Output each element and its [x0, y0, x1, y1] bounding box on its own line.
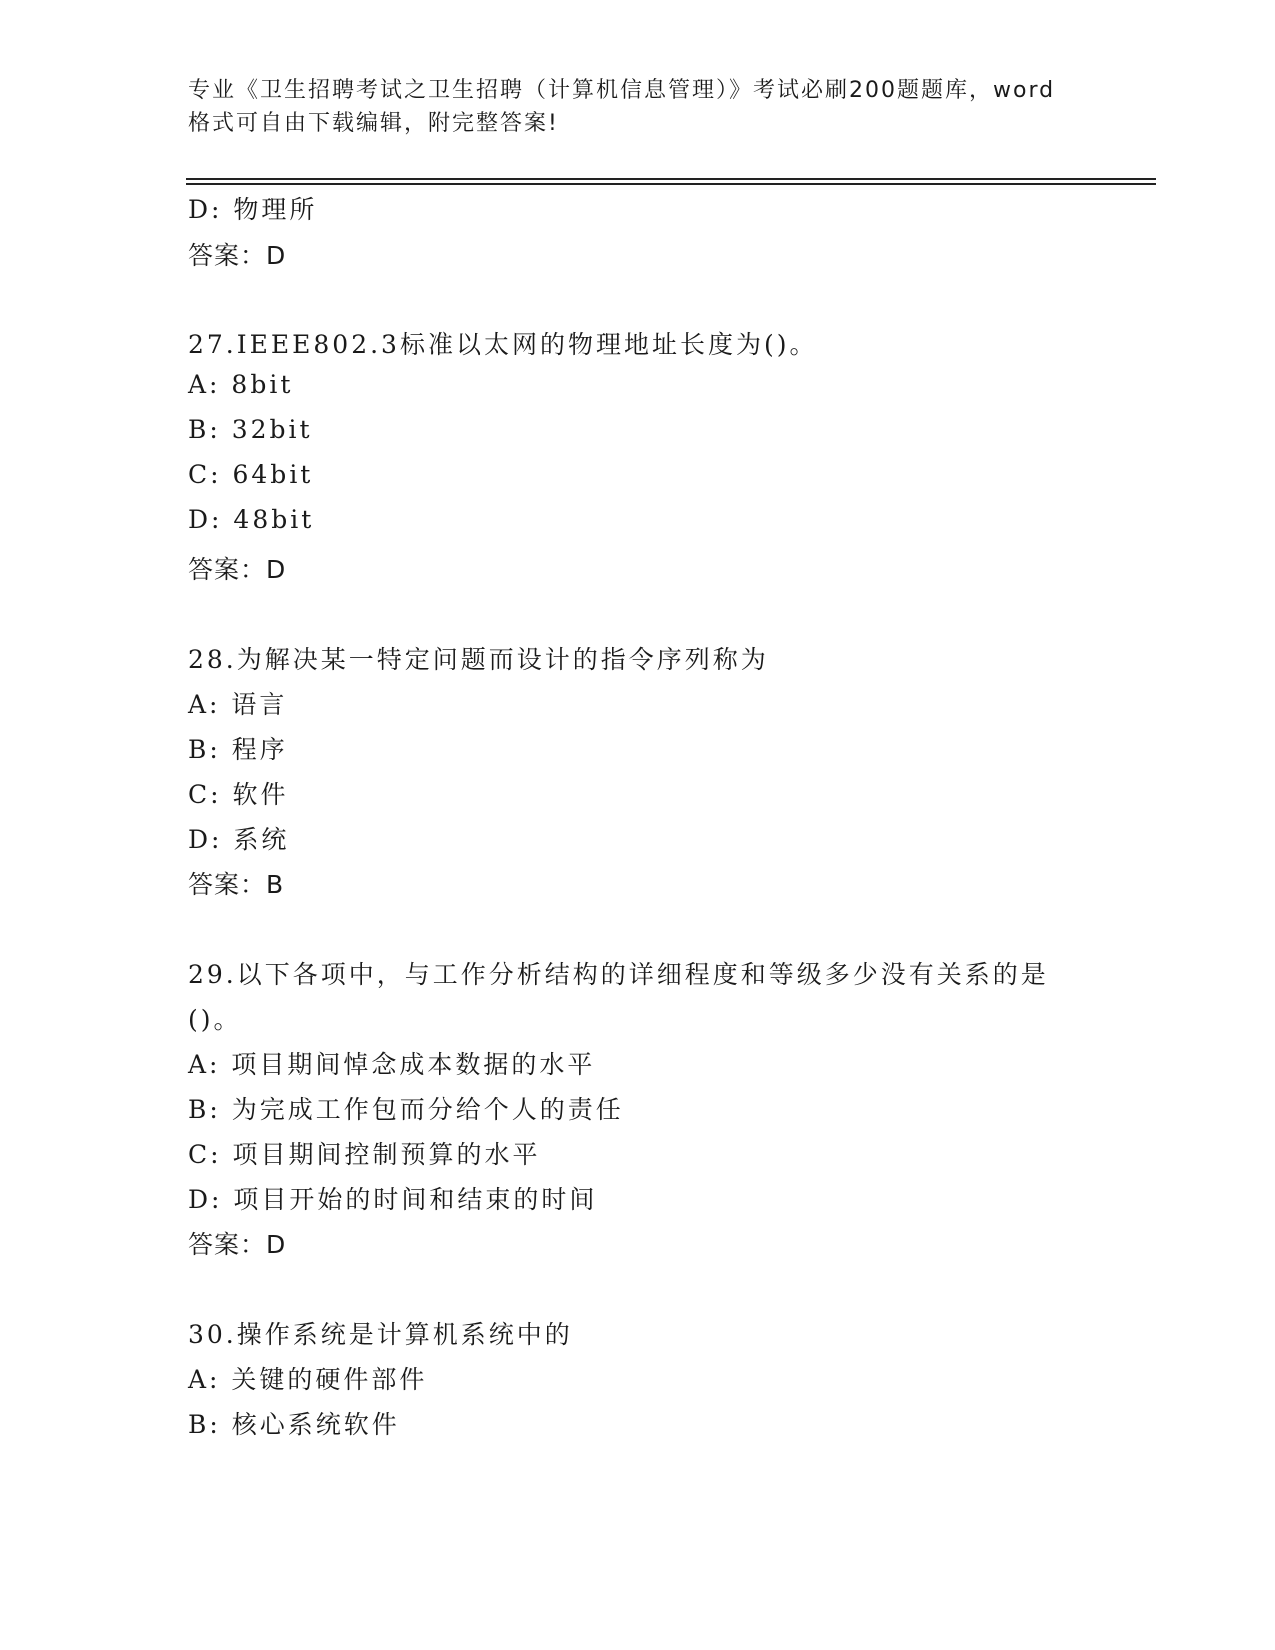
header-divider-top: [186, 178, 1156, 180]
prev-option-d: D: 物理所: [188, 195, 318, 224]
q28-option-c: C: 软件: [188, 780, 289, 809]
document-header: [188, 74, 1108, 140]
prev-answer: 答案：D: [188, 241, 287, 270]
q29-question-line-1: 29.以下各项中，与工作分析结构的详细程度和等级多少没有关系的是: [188, 960, 1049, 989]
q27-option-a: A: 8bit: [188, 370, 294, 399]
q27-question: 27.IEEE802.3标准以太网的物理地址长度为()。: [188, 330, 818, 359]
header-line-2: 格式可自由下载编辑，附完整答案!: [188, 111, 559, 136]
q28-answer: 答案：B: [188, 870, 285, 899]
q29-answer: 答案：D: [188, 1230, 287, 1259]
q30-option-b: B: 核心系统软件: [188, 1410, 400, 1439]
q30-question: 30.操作系统是计算机系统中的: [188, 1320, 573, 1349]
q29-option-a: A: 项目期间悼念成本数据的水平: [188, 1050, 596, 1079]
q30-option-a: A: 关键的硬件部件: [188, 1365, 428, 1394]
q27-option-c: C: 64bit: [188, 460, 314, 489]
q27-answer: 答案：D: [188, 555, 287, 584]
q28-question: 28.为解决某一特定问题而设计的指令序列称为: [188, 645, 769, 674]
q28-option-a: A: 语言: [188, 690, 288, 719]
q29-question-line-2: ()。: [188, 1005, 242, 1034]
q28-option-b: B: 程序: [188, 735, 288, 764]
q28-option-d: D: 系统: [188, 825, 290, 854]
q29-option-b: B: 为完成工作包而分给个人的责任: [188, 1095, 624, 1124]
q27-option-b: B: 32bit: [188, 415, 313, 444]
q29-option-c: C: 项目期间控制预算的水平: [188, 1140, 541, 1169]
q29-option-d: D: 项目开始的时间和结束的时间: [188, 1185, 598, 1214]
header-divider-bottom: [186, 183, 1156, 185]
q27-option-d: D: 48bit: [188, 505, 315, 534]
header-line-1: 专业《卫生招聘考试之卫生招聘（计算机信息管理）》考试必刷200题题库，word: [188, 78, 1056, 103]
